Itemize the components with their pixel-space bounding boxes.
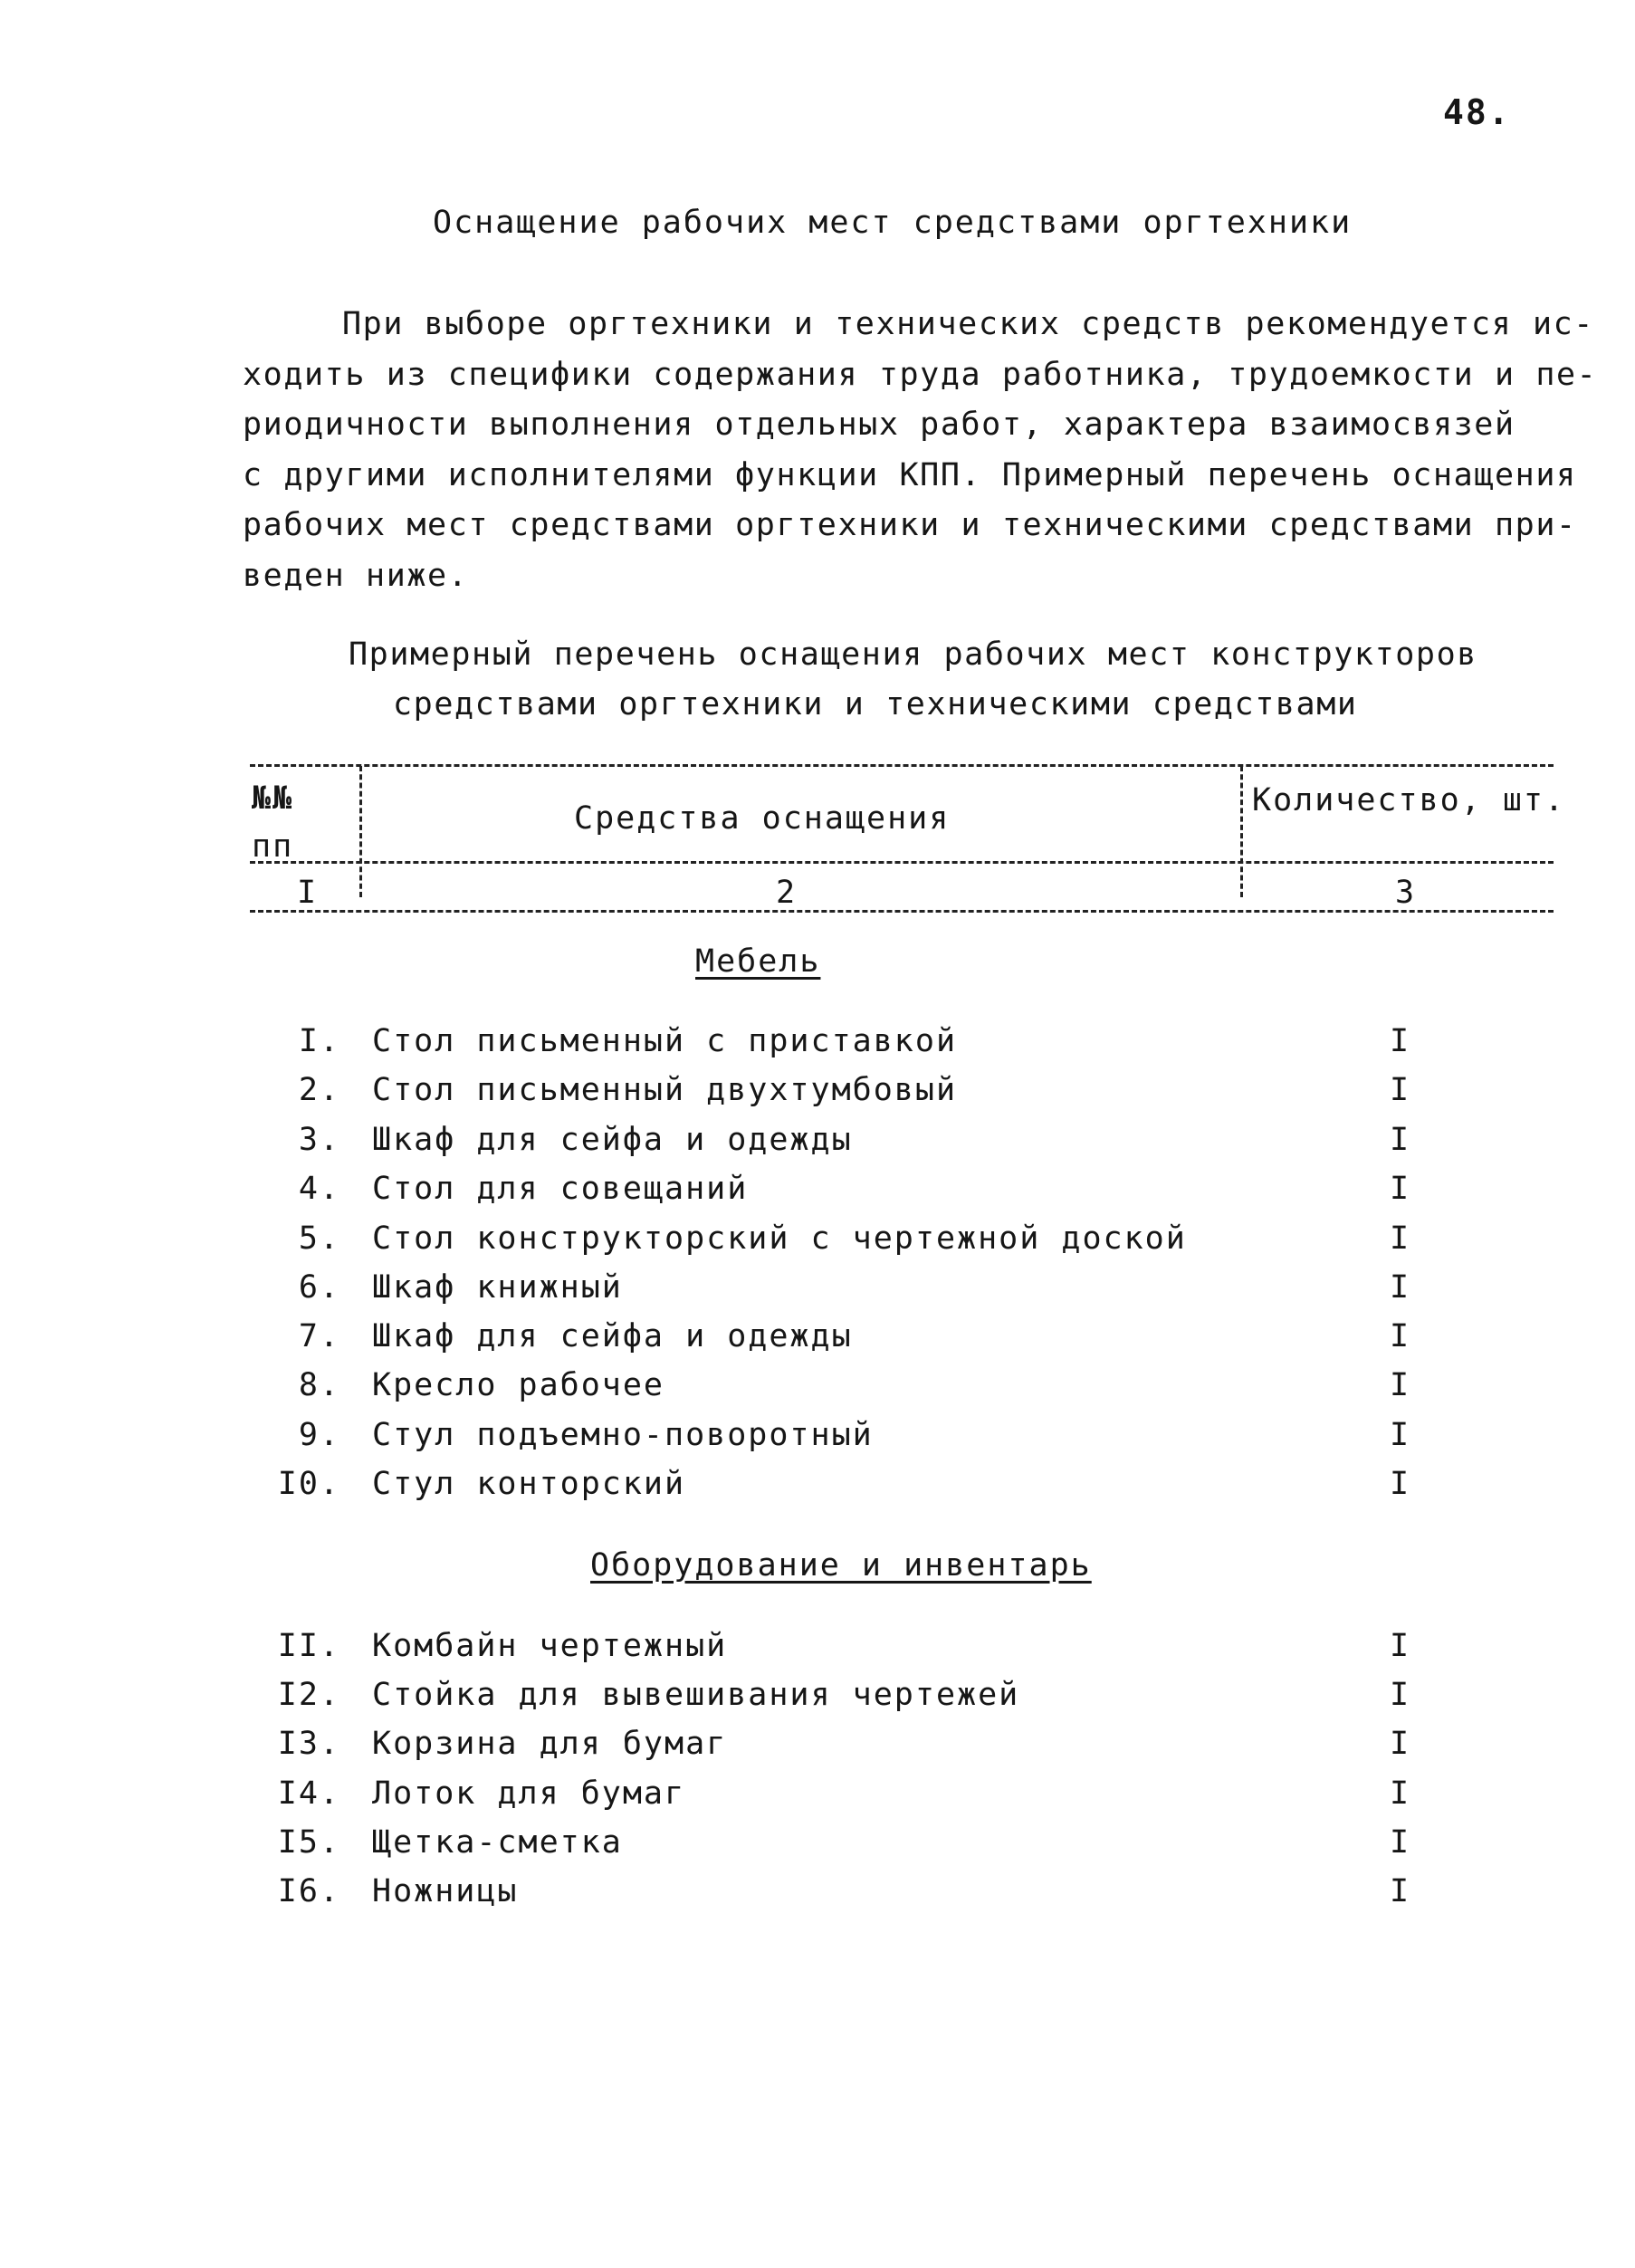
row-number: I0. <box>277 1466 340 1502</box>
paragraph-line: ходить из специфики содержания труда работника, трудоемкости и пе- <box>243 357 1598 393</box>
table-title: средствами оргтехники и техническими средствами <box>393 686 1358 723</box>
row-number: 5. <box>298 1220 340 1257</box>
row-number: 3. <box>298 1122 340 1158</box>
row-quantity: I <box>1390 1367 1411 1403</box>
row-quantity: I <box>1390 1417 1411 1453</box>
paragraph-line: с другими исполнителями функции КПП. Примерный перечень оснащения <box>243 457 1577 493</box>
row-item-name: Шкаф для сейфа и одежды <box>372 1318 853 1354</box>
table-header-col1: пп <box>252 828 294 865</box>
paragraph-line: риодичности выполнения отдельных работ, характера взаимосвязей <box>243 407 1515 443</box>
table-header-col2: Средства оснащения <box>574 800 951 837</box>
row-quantity: I <box>1390 1677 1411 1713</box>
row-number: 4. <box>298 1171 340 1207</box>
row-number: I6. <box>277 1873 340 1909</box>
table-rule <box>250 764 1554 767</box>
row-quantity: I <box>1390 1628 1411 1664</box>
row-number: I2. <box>277 1677 340 1713</box>
row-number: 8. <box>298 1367 340 1403</box>
row-number: 9. <box>298 1417 340 1453</box>
row-item-name: Лоток для бумаг <box>372 1775 686 1812</box>
row-quantity: I <box>1390 1873 1411 1909</box>
row-number: 7. <box>298 1318 340 1354</box>
section-title: Оборудование и инвентарь <box>590 1547 1092 1584</box>
row-quantity: I <box>1390 1466 1411 1502</box>
table-column-divider <box>359 766 362 897</box>
row-quantity: I <box>1390 1318 1411 1354</box>
row-quantity: I <box>1390 1775 1411 1812</box>
row-quantity: I <box>1390 1072 1411 1108</box>
row-number: II. <box>277 1628 340 1664</box>
row-item-name: Ножницы <box>372 1873 519 1909</box>
paragraph-line: рабочих мест средствами оргтехники и техническими средствами при- <box>243 507 1577 543</box>
row-item-name: Кресло рабочее <box>372 1367 665 1403</box>
row-quantity: I <box>1390 1023 1411 1059</box>
page-number: 48. <box>1443 92 1511 132</box>
table-column-number: 3 <box>1395 875 1417 911</box>
row-number: I5. <box>277 1824 340 1861</box>
row-number: 2. <box>298 1072 340 1108</box>
row-number: I3. <box>277 1726 340 1762</box>
row-quantity: I <box>1390 1824 1411 1861</box>
table-rule <box>250 861 1554 864</box>
row-item-name: Стул конторский <box>372 1466 686 1502</box>
paragraph-line: При выборе оргтехники и технических средств рекомендуется ис- <box>342 306 1594 342</box>
row-number: I. <box>298 1023 340 1059</box>
row-number: 6. <box>298 1269 340 1306</box>
row-item-name: Стол конструкторский с чертежной доской <box>372 1220 1187 1257</box>
table-header-col3: Количество, шт. <box>1252 782 1566 818</box>
table-column-divider <box>1240 766 1243 897</box>
row-quantity: I <box>1390 1171 1411 1207</box>
row-item-name: Стол для совещаний <box>372 1171 749 1207</box>
row-item-name: Стойка для вывешивания чертежей <box>372 1677 1020 1713</box>
row-item-name: Стул подъемно-поворотный <box>372 1417 874 1453</box>
row-item-name: Стол письменный с приставкой <box>372 1023 958 1059</box>
row-quantity: I <box>1390 1726 1411 1762</box>
row-item-name: Щетка-сметка <box>372 1824 623 1861</box>
row-item-name: Комбайн чертежный <box>372 1628 728 1664</box>
row-quantity: I <box>1390 1269 1411 1306</box>
table-title: Примерный перечень оснащения рабочих мест конструкторов <box>349 636 1477 673</box>
table-column-number: 2 <box>776 875 798 911</box>
row-item-name: Стол письменный двухтумбовый <box>372 1072 958 1108</box>
row-number: I4. <box>277 1775 340 1812</box>
table-header-col1: №№ <box>252 780 294 817</box>
row-item-name: Корзина для бумаг <box>372 1726 728 1762</box>
row-item-name: Шкаф для сейфа и одежды <box>372 1122 853 1158</box>
row-item-name: Шкаф книжный <box>372 1269 623 1306</box>
row-quantity: I <box>1390 1220 1411 1257</box>
section-title: Мебель <box>695 943 821 980</box>
table-column-number: I <box>297 875 319 911</box>
table-rule <box>250 910 1554 913</box>
paragraph-line: веден ниже. <box>243 558 469 594</box>
page-title: Оснащение рабочих мест средствами оргтехники <box>433 205 1353 241</box>
row-quantity: I <box>1390 1122 1411 1158</box>
